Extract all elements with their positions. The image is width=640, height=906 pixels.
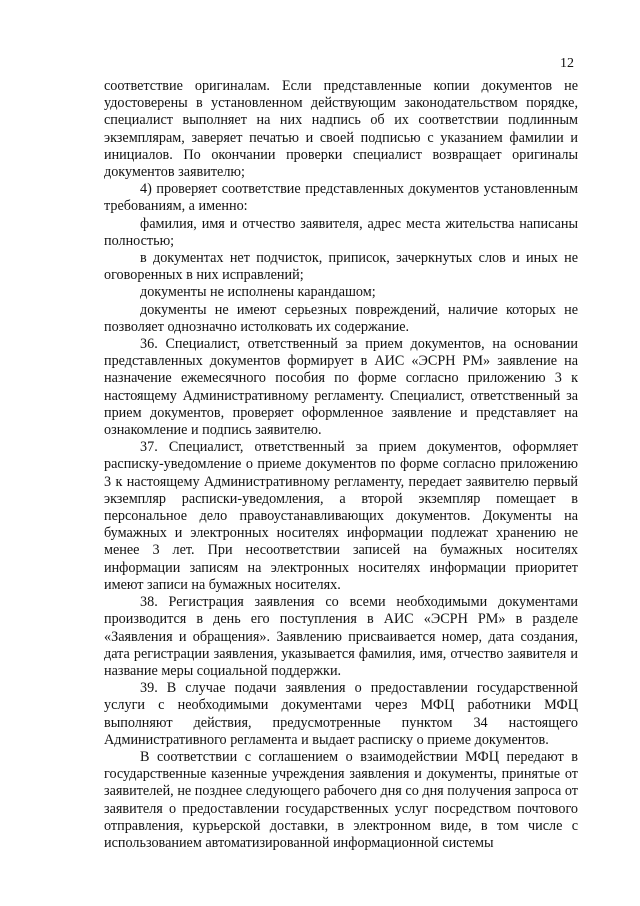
paragraph-item-4: 4) проверяет соответствие представленных документов установленным требованиям, а именно: [104, 181, 578, 215]
document-body [104, 78, 578, 852]
paragraph-requirement-no-damage: документы не имеют серьезных повреждений, наличие которых не позволяет однозначно истолковать их содержание. [104, 301, 578, 335]
paragraph-continuation: соответствие оригиналам. Если представленные копии документов не удостоверены в установленном действующим законодательством порядке, специалист выполняет на них надпись об их соответствии подлинным экземплярам, заверяет печатью и своей подписью с указанием фамилии и инициалов. По окончании проверки специалист возвращает оригиналы документов заявителю; [104, 78, 578, 181]
paragraph-requirement-no-erasures: в документах нет подчисток, приписок, зачеркнутых слов и иных не оговоренных в них исправлений; [104, 250, 578, 284]
paragraph-36: 36. Специалист, ответственный за прием документов, на основании представленных документов формирует в АИС «ЭСРН РМ» заявление на назначение ежемесячного пособия по форме согласно приложению 3 к настоящему Административному регламенту. Специалист, ответственный за прием документов, проверяет оформленное заявление и представляет на ознакомление и подпись заявителю. [104, 336, 578, 439]
paragraph-38: 38. Регистрация заявления со всеми необходимыми документами производится в день его поступления в АИС «ЭСРН РМ» в разделе «Заявления и обращения». Заявлению присваивается номер, дата создания, дата регистрации заявления, указывается фамилия, имя, отчество заявителя и название меры социальной поддержки. [104, 594, 578, 679]
paragraph-mfc-agreement: В соответствии с соглашением о взаимодействии МФЦ передают в государственные казенные учреждения заявления и документы, принятые от заявителей, не позднее следующего рабочего дня со дня получения запроса от заявителя о предоставлении государственных услуг посредством почтового отправления, курьерской доставки, в электронном виде, в том числе с использованием автоматизированной информационной системы [104, 748, 578, 851]
paragraph-requirement-no-pencil: документы не исполнены карандашом; [140, 284, 376, 301]
paragraph-39: 39. В случае подачи заявления о предоставлении государственной услуги с необходимыми документами через МФЦ работники МФЦ выполняют действия, предусмотренные пунктом 34 настоящего Административного регламента и выдает расписку о приеме документов. [104, 680, 578, 748]
paragraph-37: 37. Специалист, ответственный за прием документов, оформляет расписку-уведомление о приеме документов по форме согласно приложению 3 к настоящему Административному регламенту, передает заявителю первый экземпляр расписки-уведомления, а второй экземпляр помещает в персональное дело правоустанавливающих документов. Документы на бумажных и электронных носителях информации подлежат хранению не менее 3 лет. При несоответствии записей на бумажных носителях информации записям на электронных носителях информации приоритет имеют записи на бумажных носителях. [104, 439, 578, 593]
page-number: 12 [560, 56, 574, 71]
paragraph-requirement-name: фамилия, имя и отчество заявителя, адрес места жительства написаны полностью; [104, 215, 578, 249]
